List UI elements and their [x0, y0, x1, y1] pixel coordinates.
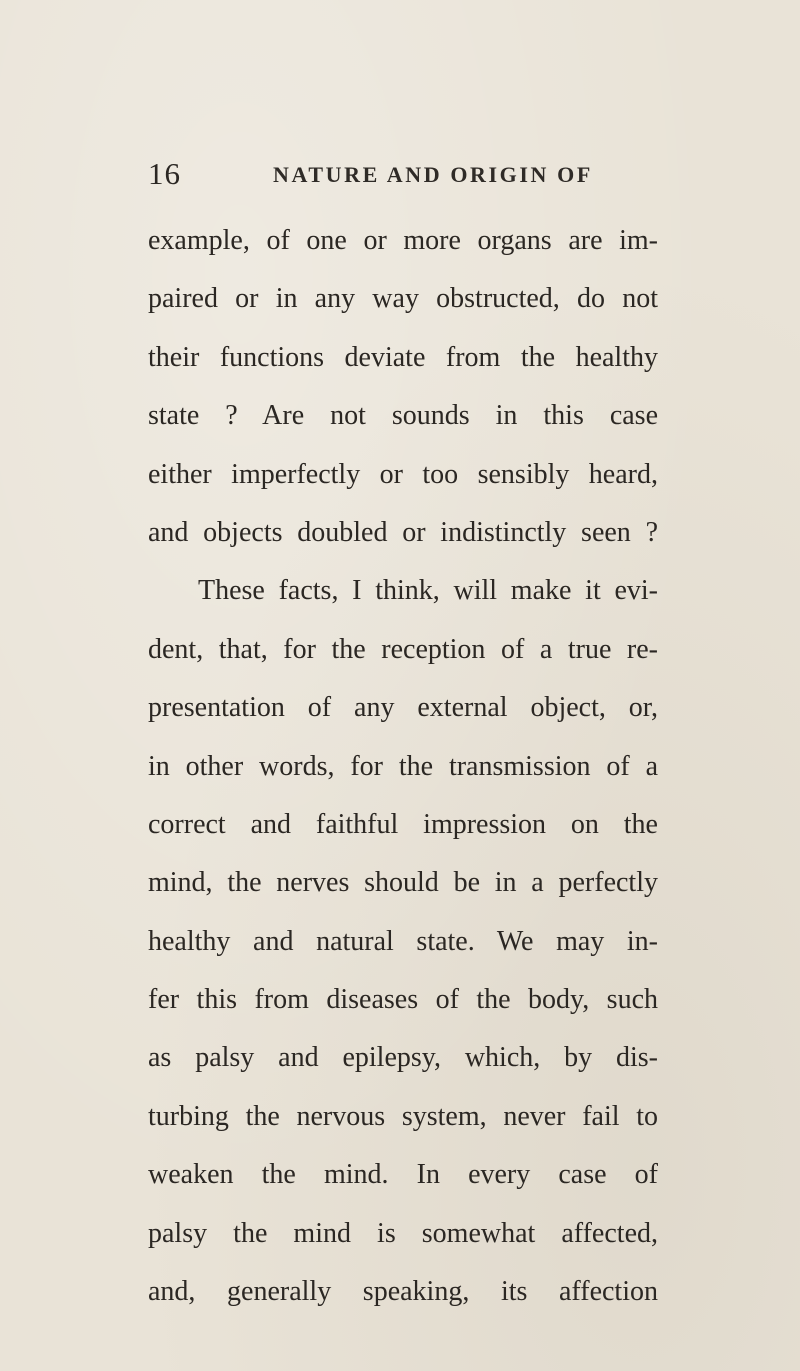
text-line: turbing the nervous system, never fail to [148, 1100, 658, 1132]
running-title: NATURE AND ORIGIN OF [273, 162, 593, 187]
text-line: correct and faithful impression on the [148, 808, 658, 840]
text-line: dent, that, for the reception of a true re- [148, 633, 658, 665]
text-line: healthy and natural state. We may in- [148, 925, 658, 957]
text-line: presentation of any external object, or, [148, 692, 658, 724]
text-line: fer this from diseases of the body, such [148, 984, 658, 1016]
text-line: and objects doubled or indistinctly seen ? [148, 516, 658, 548]
text-line: state ? Are not sounds in this case [148, 400, 658, 432]
paragraph-start-line: These facts, I think, will make it evi- [198, 575, 658, 607]
text-line: weaken the mind. In every case of [148, 1159, 658, 1191]
text-line: their functions deviate from the healthy [148, 341, 658, 373]
text-line: mind, the nerves should be in a perfectly [148, 867, 658, 899]
text-line: paired or in any way obstructed, do not [148, 283, 658, 315]
text-line: example, of one or more organs are im- [148, 225, 658, 256]
text-line: and, generally speaking, its affection [148, 1276, 658, 1308]
page-number: 16 [148, 156, 181, 191]
text-line: as palsy and epilepsy, which, by dis- [148, 1042, 658, 1074]
text-line: either imperfectly or too sensibly heard, [148, 458, 658, 490]
body-text [148, 212, 658, 1321]
text-line: palsy the mind is somewhat affected, [148, 1217, 658, 1249]
text-line: in other words, for the transmission of a [148, 750, 658, 782]
page-header [148, 156, 658, 196]
